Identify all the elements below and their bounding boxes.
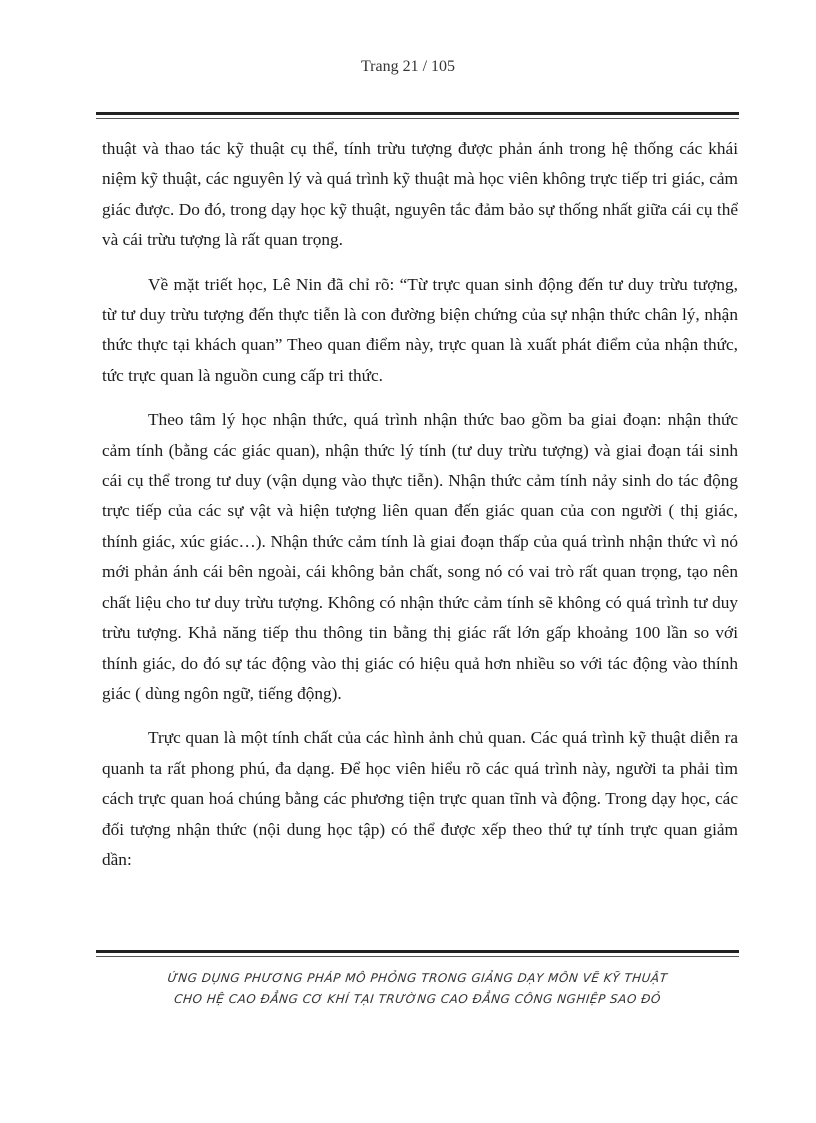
header-divider-thin <box>96 118 739 119</box>
footer-title-line-2: CHO HỆ CAO ĐẲNG CƠ KHÍ TẠI TRƯỜNG CAO ĐẲNG CÔNG NGHIỆP SAO ĐỎ <box>173 992 662 1006</box>
paragraph-visualization: Trực quan là một tính chất của các hình ảnh chủ quan. Các quá trình kỹ thuật diễn ra quanh ta rất phong phú, đa dạng. Để học viên hiểu rõ các quá trình này, người ta phải tìm cách trực quan hoá chúng bằng các phương tiện trực quan tĩnh và động. Trong dạy học, các đối tượng nhận thức (nội dung học tập) có thể được xếp theo thứ tự tính trực quan giảm dần: <box>102 728 738 869</box>
paragraph-continuation: thuật và thao tác kỹ thuật cụ thể, tính trừu tượng được phản ánh trong hệ thống các khái niệm kỹ thuật, các nguyên lý và quá trình kỹ thuật mà học viên không trực tiếp tri giác, cảm giác được. Do đó, trong dạy học kỹ thuật, nguyên tắc đảm bảo sự thống nhất giữa cái cụ thể và cái trừu tượng là rất quan trọng. <box>102 139 738 250</box>
page-number: Trang 21 / 105 <box>360 58 456 75</box>
footer-divider <box>96 950 739 953</box>
paragraph-cognitive-psychology: Theo tâm lý học nhận thức, quá trình nhận thức bao gồm ba giai đoạn: nhận thức cảm tính (bằng các giác quan), nhận thức lý tính (tư duy trừu tượng) và giai đoạn tái sinh cái cụ thể trong tư duy (vận dụng vào thực tiễn). Nhận thức cảm tính nảy sinh do tác động trực tiếp của các sự vật và hiện tượng liên quan đến giác quan của con người ( thị giác, thính giác, xúc giác…). Nhận thức cảm tính là giai đoạn thấp của quá trình nhận thức vì nó mới phản ánh cái bên ngoài, cái không bản chất, song nó có vai trò rất quan trọng, tạo nên chất liệu cho tư duy trừu tượng. Không có nhận thức cảm tính sẽ không có quá trình tư duy trừu tượng. Khả năng tiếp thu thông tin bằng thị giác rất lớn gấp khoảng 100 lần so với thính giác, do đó sự tác động vào thị giác có hiệu quả hơn nhiều so với tác động vào thính giác ( dùng ngôn ngữ, tiếng động). <box>102 410 738 703</box>
document-body <box>102 134 738 889</box>
footer-title-line-1: ỨNG DỤNG PHƯƠNG PHÁP MÔ PHỎNG TRONG GIẢNG DẠY MÔN VẼ KỸ THUẬT <box>166 971 669 985</box>
footer-divider-thin <box>96 956 739 957</box>
footer-thesis-title <box>96 968 739 1010</box>
paragraph-philosophy: Về mặt triết học, Lê Nin đã chỉ rõ: “Từ trực quan sinh động đến tư duy trừu tượng, từ tư duy trừu tượng đến thực tiễn là con đường biện chứng của sự nhận thức chân lý, nhận thức thực tại khách quan” Theo quan điểm này, trực quan là xuất phát điểm của nhận thức, tức trực quan là nguồn cung cấp tri thức. <box>102 274 738 385</box>
header-divider <box>96 112 739 115</box>
